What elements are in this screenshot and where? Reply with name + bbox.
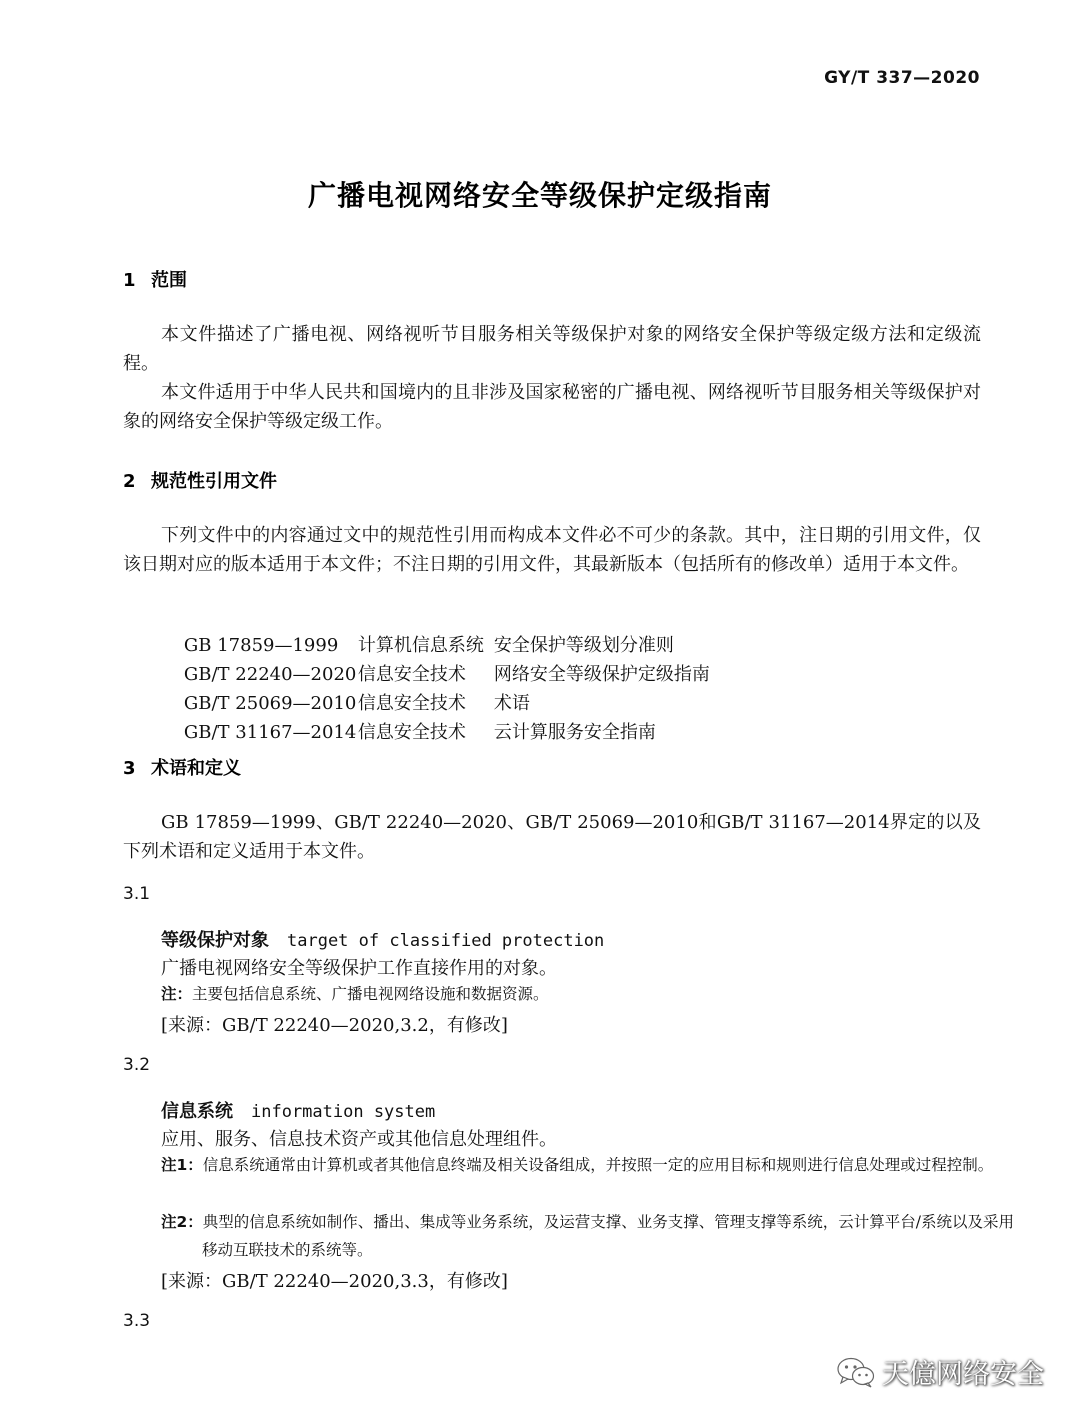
term-number: 3.3	[123, 1311, 151, 1331]
reference-code: GB/T 22240—2020	[183, 664, 357, 685]
reference-category: 信息安全技术	[357, 722, 466, 743]
section-title: 范围	[151, 270, 187, 291]
term-note	[161, 980, 981, 1008]
term-number: 3.2	[123, 1055, 151, 1075]
section-number: 3	[123, 758, 136, 779]
document-title: 广播电视网络安全等级保护定级指南	[307, 179, 772, 212]
section-number: 1	[123, 270, 136, 291]
reference-code: GB/T 25069—2010	[183, 693, 357, 714]
term-number: 3.1	[123, 884, 151, 904]
term-note	[161, 1151, 1022, 1179]
scope-paragraph-2: 本文件适用于中华人民共和国境内的且非涉及国家秘密的广播电视、网络视听节目服务相关等级保护对象的网络安全保护等级定级工作。	[123, 382, 981, 432]
note-label: 注2：	[161, 1213, 203, 1231]
standard-code: GY/T 337—2020	[824, 68, 980, 88]
wechat-icon	[836, 1355, 876, 1389]
section-2-heading	[123, 467, 277, 493]
reference-title: 云计算服务安全指南	[493, 722, 656, 743]
scope-paragraph-1: 本文件描述了广播电视、网络视听节目服务相关等级保护对象的网络安全保护等级定级方法和定级流程。	[123, 324, 981, 374]
note-text: 主要包括信息系统、广播电视网络设施和数据资源。	[192, 985, 549, 1003]
term-definition: 应用、服务、信息技术资产或其他信息处理组件。	[161, 1129, 557, 1150]
references-intro: 下列文件中的内容通过文中的规范性引用而构成本文件必不可少的条款。其中，注日期的引用文件，仅该日期对应的版本适用于本文件；不注日期的引用文件，其最新版本（包括所有的修改单）适用于本文件。	[123, 525, 981, 575]
section-title: 术语和定义	[151, 758, 241, 779]
note-text: 典型的信息系统如制作、播出、集成等业务系统，及运营支撑、业务支撑、管理支撑等系统，云计算平台/系统以及采用移动互联技术的系统等。	[202, 1213, 1015, 1259]
reference-title: 网络安全等级保护定级指南	[493, 664, 710, 685]
term-english: target of classified protection	[287, 931, 605, 951]
term-definition: 广播电视网络安全等级保护工作直接作用的对象。	[161, 958, 557, 979]
term-heading	[161, 926, 604, 952]
term-note	[161, 1208, 1022, 1264]
wechat-watermark	[836, 1352, 1044, 1391]
section-3-heading	[123, 754, 241, 780]
reference-title: 安全保护等级划分准则	[493, 635, 674, 656]
reference-code: GB 17859—1999	[183, 635, 339, 656]
note-label: 注：	[161, 985, 193, 1003]
term-chinese: 信息系统	[161, 1101, 233, 1122]
term-source: [来源：GB/T 22240—2020,3.2，有修改]	[161, 1015, 508, 1036]
section-number: 2	[123, 471, 136, 492]
reference-title: 术语	[493, 693, 530, 714]
term-source: [来源：GB/T 22240—2020,3.3，有修改]	[161, 1271, 508, 1292]
term-english: information system	[251, 1102, 436, 1122]
terms-intro: GB 17859—1999、GB/T 22240—2020、GB/T 25069—2010和GB/T 31167—2014界定的以及下列术语和定义适用于本文件。	[123, 812, 981, 862]
reference-category: 信息安全技术	[357, 664, 466, 685]
reference-category: 计算机信息系统	[357, 635, 484, 656]
note-label: 注1：	[161, 1156, 203, 1174]
reference-code: GB/T 31167—2014	[183, 722, 357, 743]
section-title: 规范性引用文件	[151, 471, 277, 492]
term-heading	[161, 1097, 435, 1123]
term-chinese: 等级保护对象	[161, 930, 269, 951]
note-text: 信息系统通常由计算机或者其他信息终端及相关设备组成，并按照一定的应用目标和规则进行信息处理或过程控制。	[202, 1156, 994, 1174]
section-1-heading	[123, 266, 187, 292]
watermark-text: 天億网络安全	[882, 1359, 1044, 1390]
reference-category: 信息安全技术	[357, 693, 466, 714]
